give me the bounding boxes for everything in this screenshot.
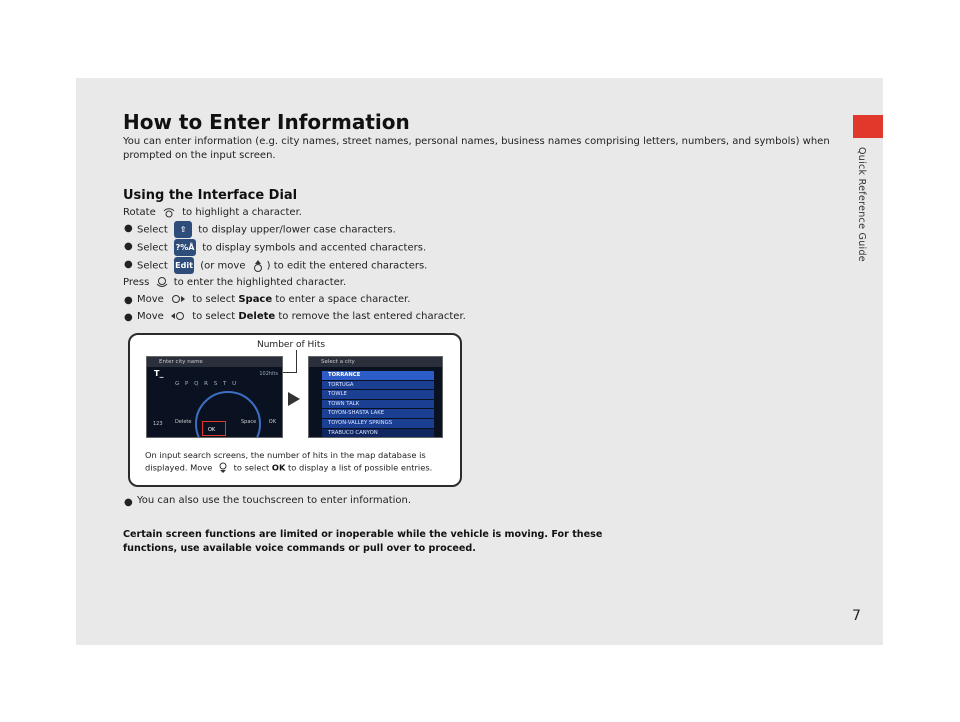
dial-press-icon <box>156 275 168 289</box>
bullet-post: to display symbols and accented characters. <box>202 242 427 254</box>
bullet-delete <box>137 310 466 322</box>
section-tab <box>853 115 883 138</box>
dial-move-down-icon <box>218 462 228 474</box>
bullet-case <box>137 221 396 238</box>
bullet-pre: Select <box>137 224 168 236</box>
press-post: to enter the highlighted character. <box>173 277 347 288</box>
hits-count: 102hits <box>259 371 278 377</box>
warning-text: Certain screen functions are limited or inoperable while the vehicle is moving. For these functions, use available voice commands or pull over to proceed. <box>123 529 603 554</box>
ok-highlight <box>202 421 226 436</box>
input-field: T_ <box>154 369 164 378</box>
page-title: How to Enter Information <box>123 110 410 134</box>
bullet-post: (or move <box>200 260 246 272</box>
key-ok: OK <box>208 427 216 433</box>
dial-move-up-icon <box>252 259 264 273</box>
section-subheading: Using the Interface Dial <box>123 188 298 203</box>
rotate-pre: Rotate <box>123 207 156 218</box>
bullet-mid: to select <box>192 294 236 305</box>
bullet-post: to enter a space character. <box>275 294 411 305</box>
bullet-pre: Move <box>137 311 164 322</box>
select-city-screen <box>308 356 443 438</box>
arrow-right-icon <box>288 392 300 406</box>
dial-characters: G P Q R S T U <box>175 381 239 387</box>
page-number: 7 <box>852 608 861 624</box>
note-keyword: OK <box>271 462 286 472</box>
bullet-dot: ● <box>124 259 133 270</box>
edit-key-icon: Edit <box>174 257 194 274</box>
city-item[interactable]: TRABUCO CANYON <box>322 429 434 438</box>
bullet-dot: ● <box>124 295 133 306</box>
city-item[interactable]: TOWN TALK <box>322 400 434 410</box>
note-post: to display a list of possible entries. <box>288 462 433 472</box>
city-item[interactable]: TORRANCE <box>322 371 434 381</box>
dial-rotate-icon <box>162 206 176 218</box>
intro-text: You can enter information (e.g. city names, street names, personal names, business names comprising letters, numbers, and symbols) when prompted on the input screen. <box>123 136 830 161</box>
key-delete: Delete <box>175 419 192 425</box>
dial-move-left-icon <box>170 310 186 322</box>
note-mid: to select <box>233 462 270 472</box>
bullet-mid: to select <box>192 311 236 322</box>
callout-note <box>145 450 445 474</box>
bullet-edit <box>137 257 427 274</box>
bullet-keyword: Delete <box>238 311 276 322</box>
bullet-pre: Select <box>137 260 168 272</box>
key-123: 123 <box>153 421 163 427</box>
bullet-keyword: Space <box>238 294 273 305</box>
bullet-post: to remove the last entered character. <box>278 311 466 322</box>
bullet-pre: Select <box>137 242 168 254</box>
screen-title-bar: Select a city <box>309 357 442 367</box>
key-space: Space <box>241 419 257 425</box>
bullet-symbols <box>137 239 426 256</box>
city-item[interactable]: TOWLE <box>322 390 434 400</box>
press-instruction <box>123 275 346 289</box>
bullet-dot: ● <box>124 223 133 234</box>
dial-move-right-icon <box>170 293 186 305</box>
city-item[interactable]: TOYON-VALLEY SPRINGS <box>322 419 434 429</box>
bullet-dot: ● <box>124 241 133 252</box>
press-pre: Press <box>123 277 150 288</box>
bullet-dot: ● <box>124 497 133 508</box>
city-item[interactable]: TORTUGA <box>322 381 434 391</box>
case-key-icon: ⇧ <box>174 221 192 238</box>
hits-label: Number of Hits <box>257 340 326 350</box>
bullet-post: to display upper/lower case characters. <box>198 224 396 236</box>
rotate-post: to highlight a character. <box>182 207 302 218</box>
bullet-pre: Move <box>137 294 164 305</box>
bullet-space <box>137 293 410 305</box>
side-label: Quick Reference Guide <box>856 147 867 262</box>
city-item[interactable]: TOYON-SHASTA LAKE <box>322 409 434 419</box>
touchscreen-bullet: You can also use the touchscreen to enter information. <box>137 495 412 506</box>
symbols-key-icon: ?%Å <box>174 239 196 256</box>
key-ok-small: OK <box>268 419 276 425</box>
note-pre: On input search screens, the number of hits in the map database is displayed. Move <box>145 450 426 472</box>
bullet-dot: ● <box>124 312 133 323</box>
bullet-post2: ) to edit the entered characters. <box>266 260 428 272</box>
screen-title-bar: Enter city name <box>147 357 282 367</box>
city-list <box>322 371 434 438</box>
rotate-instruction <box>123 206 302 218</box>
